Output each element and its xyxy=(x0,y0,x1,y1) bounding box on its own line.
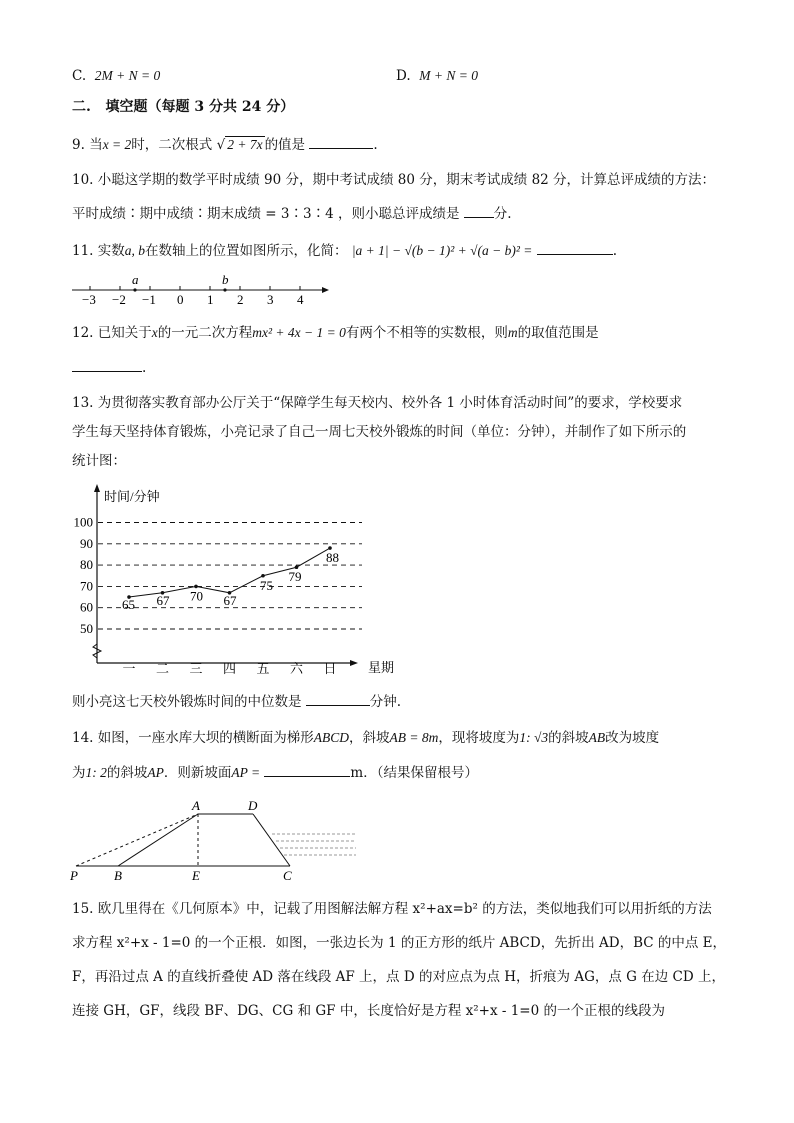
chart-grid xyxy=(98,523,362,630)
q10-line-2a: 平时成绩∶期中成绩∶期末成绩 = 3∶3∶4 ，则小聪总评成绩是 xyxy=(72,206,460,222)
q12-var-x: x xyxy=(151,325,158,340)
data-label: 65 xyxy=(122,597,135,613)
number-line-arrow xyxy=(322,287,329,293)
data-label: 70 xyxy=(190,588,203,604)
q11-vars: a, b xyxy=(124,243,146,258)
x-tick-label: 二 xyxy=(155,661,170,676)
point-a-label: a xyxy=(132,272,139,287)
q12-text-4: 的取值范围是 xyxy=(517,325,599,341)
question-12 xyxy=(72,323,599,343)
question-12-line-2 xyxy=(72,357,146,378)
q13-after-b: 分钟. xyxy=(369,694,402,710)
q14-answer-blank[interactable] xyxy=(264,762,350,777)
data-label: 79 xyxy=(288,569,302,585)
question-11 xyxy=(72,240,617,261)
x-tick-label: 一 xyxy=(122,661,136,676)
q9-text-3: 的值是 xyxy=(264,137,306,153)
q11-end: . xyxy=(612,243,618,259)
number-line-tick-label: −2 xyxy=(112,292,126,306)
data-points xyxy=(122,546,339,612)
number-line-tick-label: 1 xyxy=(207,292,214,306)
data-label: 67 xyxy=(223,592,237,608)
y-tick-label: 60 xyxy=(80,599,93,615)
point-b-dot xyxy=(223,288,226,291)
q13-answer-blank[interactable] xyxy=(306,691,370,706)
label-p: P xyxy=(70,868,78,883)
q14-ab: AB xyxy=(588,730,606,745)
q14-text-2: ，斜坡 xyxy=(349,730,390,746)
y-tick-label: 90 xyxy=(80,535,93,551)
label-a: A xyxy=(192,798,200,813)
option-c-label: C. xyxy=(72,68,87,84)
y-tick-label: 50 xyxy=(80,621,93,636)
q11-text-2: 在数轴上的位置如图所示，化简： xyxy=(145,243,348,259)
option-d-expr: M + N = 0 xyxy=(419,68,478,83)
section-subtitle: 填空题（每题 3 分共 24 分） xyxy=(105,99,295,115)
q14-line-2d: m．（结果保留根号） xyxy=(350,765,478,781)
q9-sqrt: √ 2 + 7x xyxy=(216,137,263,153)
q13-line-3: 统计图： xyxy=(72,453,126,469)
number-line-tick-label: −3 xyxy=(82,292,96,306)
data-label: 67 xyxy=(156,592,170,608)
q10-answer-blank[interactable] xyxy=(464,203,494,218)
x-tick-label: 五 xyxy=(256,661,270,676)
question-14-line-1 xyxy=(72,728,659,748)
data-label: 88 xyxy=(326,550,339,566)
q11-answer-blank[interactable] xyxy=(537,240,613,255)
y-tick-label: 100 xyxy=(73,514,93,530)
label-c: C xyxy=(283,868,292,883)
q14-slope-1: 1: √3 xyxy=(519,730,549,745)
option-c-expr: 2M + N = 0 xyxy=(94,68,161,83)
q12-text-3: 有两个不相等的实数根，则 xyxy=(345,325,508,341)
x-axis-arrow xyxy=(350,660,358,666)
q12-text-2: 的一元二次方程 xyxy=(157,325,253,341)
q12-var-m: m xyxy=(507,325,518,340)
new-slope-ap xyxy=(76,814,198,866)
q12-answer-blank[interactable] xyxy=(72,357,142,372)
q12-equation: mx² + 4x − 1 = 0 xyxy=(252,325,346,340)
q14-text-3: ，现将坡度为 xyxy=(438,730,520,746)
q13-after-a: 则小亮这七天校外锻炼时间的中位数是 xyxy=(72,694,302,710)
option-d xyxy=(396,66,478,86)
section-title xyxy=(72,97,294,117)
q12-text-1: 12. 已知关于 xyxy=(72,325,152,341)
q14-ab-length: AB = 8m xyxy=(389,730,439,745)
q13-line-1: 13. 为贯彻落实教育部办公厅关于“保障学生每天校内、校外各 1 小时体育活动时间”的要求，学校要求 xyxy=(72,395,683,411)
label-e: E xyxy=(192,868,200,883)
q14-text-4: 的斜坡 xyxy=(548,730,589,746)
label-d: D xyxy=(248,798,258,813)
slope-dc xyxy=(253,814,290,866)
section-number: 二. xyxy=(72,99,91,115)
x-tick-label: 日 xyxy=(323,661,337,676)
number-line-tick-label: −1 xyxy=(142,292,156,306)
number-line xyxy=(70,268,335,306)
q10-line-2b: 分. xyxy=(493,206,512,222)
q15-line-1: 15. 欧几里得在《几何原本》中，记载了用图解法解方程 x²+ax=b² 的方法，类似地我们可以用折纸的方法 xyxy=(72,901,712,917)
q15-line-4: 连接 GH，GF，线段 BF、DG、CG 和 GF 中，长度恰好是方程 x²+x - 1=0 的一个正根的线段为 xyxy=(72,1003,665,1019)
label-b: B xyxy=(114,868,122,883)
q14-text-1: 14. 如图，一座水库大坝的横断面为梯形 xyxy=(72,730,314,746)
q12-end: . xyxy=(142,360,147,376)
q15-line-3: F，再沿过点 A 的直线折叠使 AD 落在线段 AF 上，点 D 的对应点为点 H，折痕为 AG，点 G 在边 CD 上， xyxy=(72,969,725,985)
slope-ab xyxy=(118,814,198,866)
x-tick-label: 三 xyxy=(189,661,203,676)
point-b-label: b xyxy=(222,272,229,287)
number-line-ticks xyxy=(82,286,304,306)
q15-line-2: 求方程 x²+x - 1=0 的一个正根．如图，一张边长为 1 的正方形的纸片 ABCD，先折出 AD，BC 的中点 E， xyxy=(72,935,727,951)
number-line-tick-label: 3 xyxy=(267,292,274,306)
q14-line-2c: ．则新坡面 xyxy=(163,765,232,781)
option-c xyxy=(72,66,160,86)
question-13-after xyxy=(72,691,401,712)
exercise-time-chart xyxy=(62,480,412,680)
q14-line-2a: 为 xyxy=(72,765,86,781)
x-axis-label: 星期 xyxy=(368,660,395,675)
q14-slope-2: 1: 2 xyxy=(85,765,107,780)
q14-text-5: 改为坡度 xyxy=(605,730,660,746)
question-14-line-2 xyxy=(72,762,478,783)
y-axis-label: 时间/分钟 xyxy=(104,489,160,504)
q9-end: . xyxy=(373,137,378,153)
y-tick-label: 70 xyxy=(80,578,93,594)
q14-ap: AP xyxy=(147,765,164,780)
q11-expression: |a + 1| − √(b − 1)² + √(a − b)² = xyxy=(351,243,533,258)
x-tick-label: 六 xyxy=(289,661,304,676)
data-label: 75 xyxy=(260,577,273,593)
q10-line-1: 10. 小聪这学期的数学平时成绩 90 分，期中考试成绩 80 分，期末考试成绩 82 分，计算总评成绩的方法： xyxy=(72,172,716,188)
q13-line-2: 学生每天坚持体育锻炼，小亮记录了自己一周七天校外锻炼的时间（单位：分钟），并制作了如下所示的 xyxy=(72,424,687,440)
question-10-line-2 xyxy=(72,203,512,224)
point-a-dot xyxy=(133,288,136,291)
q9-answer-blank[interactable] xyxy=(309,134,373,149)
question-9 xyxy=(72,134,378,155)
q9-radicand: 2 + 7x xyxy=(227,137,263,152)
q9-text-1: 当 xyxy=(89,137,103,153)
x-tick-label: 四 xyxy=(222,661,237,676)
number-line-tick-label: 0 xyxy=(177,292,184,306)
q11-text-1: 11. 实数 xyxy=(72,243,125,259)
y-tick-labels xyxy=(74,515,94,637)
q14-ap-eq: AP = xyxy=(231,765,261,780)
y-axis-arrow xyxy=(94,484,100,492)
water-lines xyxy=(272,834,356,855)
number-line-tick-label: 2 xyxy=(237,292,244,306)
q9-number: 9. xyxy=(72,137,85,153)
dam-cross-section-figure xyxy=(66,796,366,886)
q14-line-2b: 的斜坡 xyxy=(106,765,148,781)
q9-text-2: 时，二次根式 xyxy=(131,137,213,153)
option-d-label: D. xyxy=(396,68,411,84)
q9-condition: x = 2 xyxy=(102,137,132,152)
number-line-tick-label: 4 xyxy=(297,292,304,306)
y-tick-label: 80 xyxy=(80,557,93,573)
q14-trapezoid: ABCD xyxy=(313,730,350,745)
